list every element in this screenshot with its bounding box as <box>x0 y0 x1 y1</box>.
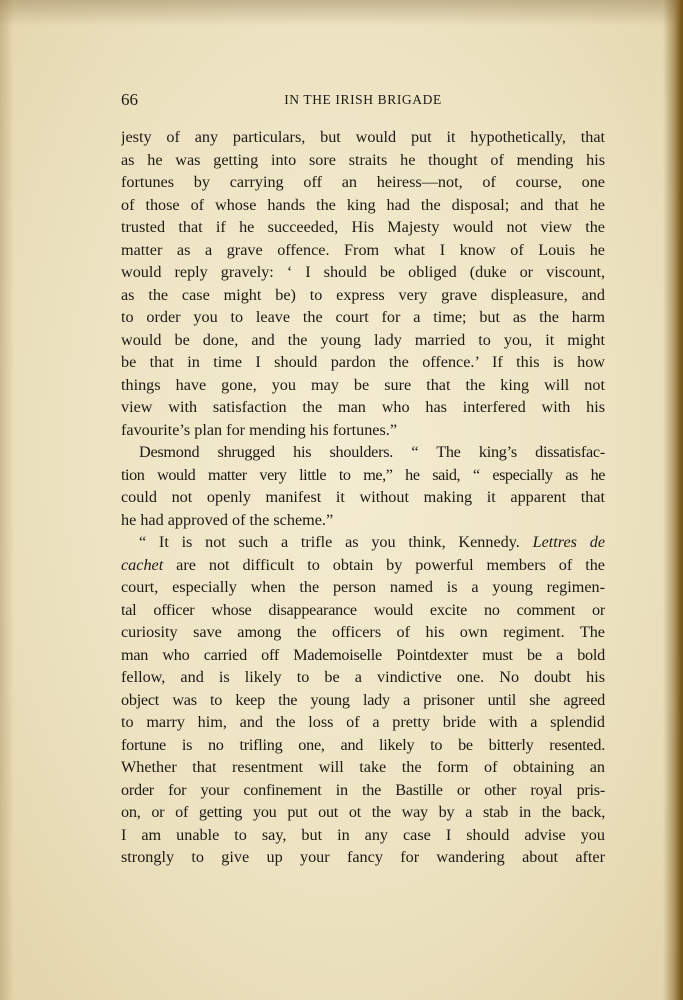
page-top-shadow <box>0 0 683 26</box>
italic-text: cachet <box>121 555 164 574</box>
text-line: would be done, and the young lady married to you, it might <box>121 330 605 349</box>
text-line: favourite’s plan for mending his fortunes.” <box>121 420 398 439</box>
running-title: IN THE IRISH BRIGADE <box>284 92 442 107</box>
text-line: curiosity save among the officers of his own regiment. The <box>121 623 605 641</box>
text-line <box>121 531 605 554</box>
text-line: of those of whose hands the king had the disposal; and that he <box>121 195 605 214</box>
body-text <box>121 126 605 869</box>
text-line: as he was getting into sore straits he thought of mending his <box>121 150 605 169</box>
text-line: be that in time I should pardon the offence.’ If this is how <box>121 353 605 371</box>
text-line: view with satisfaction the man who has interfered with his <box>121 398 605 416</box>
text-line: jesty of any particulars, but would put it hypothetically, that <box>121 128 605 146</box>
text-line: on, or of getting you put out ot the way by a stab in the back, <box>121 803 605 821</box>
text-line: object was to keep the young lady a prisoner until she agreed <box>121 690 605 709</box>
text-line: as the case might be) to express very grave displeasure, and <box>121 285 605 304</box>
text-line: would reply gravely: ‘ I should be obliged (duke or viscount, <box>121 263 605 281</box>
text-line: to order you to leave the court for a time; but as the harm <box>121 308 605 326</box>
text-line: Whether that resentment will take the form of obtaining an <box>121 758 605 776</box>
text-line: tal officer whose disappearance would excite no comment or <box>121 600 605 619</box>
text-line: to marry him, and the loss of a pretty bride with a splendid <box>121 713 605 731</box>
text-line: fortunes by carrying off an heiress—not, of course, one <box>121 173 605 191</box>
page-right-edge-binding <box>663 0 683 1000</box>
text-line: things have gone, you may be sure that the king will not <box>121 375 605 394</box>
text-line: Desmond shrugged his shoulders. “ The king’s dissatisfac- <box>139 443 605 461</box>
text-line: I am unable to say, but in any case I should advise you <box>121 825 605 844</box>
text-span: are not difficult to obtain by powerful members of the <box>163 555 605 574</box>
italic-text: Lettres de <box>532 533 605 551</box>
text-line: court, especially when the person named is a young regimen- <box>121 578 605 596</box>
text-line: strongly to give up your fancy for wandering about after <box>121 848 605 866</box>
text-line: could not openly manifest it without making it apparent that <box>121 488 605 506</box>
text-line: man who carried off Mademoiselle Pointdexter must be a bold <box>121 645 605 664</box>
text-line: matter as a grave offence. From what I know of Louis he <box>121 240 605 259</box>
text-line: fellow, and is likely to be a vindictive one. No doubt his <box>121 668 605 686</box>
text-line: fortune is no trifling one, and likely to be bitterly resented. <box>121 735 605 754</box>
text-line: tion would matter very little to me,” he said, “ especially as he <box>121 465 605 484</box>
text-line: he had approved of the scheme.” <box>121 510 334 529</box>
page-number: 66 <box>121 90 138 109</box>
text-span: “ It is not such a trifle as you think, Kennedy. <box>139 533 520 551</box>
page-left-edge <box>0 0 14 1000</box>
text-line <box>121 554 605 577</box>
running-head <box>121 90 605 112</box>
text-line: order for your confinement in the Bastille or other royal pris- <box>121 780 605 799</box>
text-line: trusted that if he succeeded, His Majesty would not view the <box>121 218 605 236</box>
